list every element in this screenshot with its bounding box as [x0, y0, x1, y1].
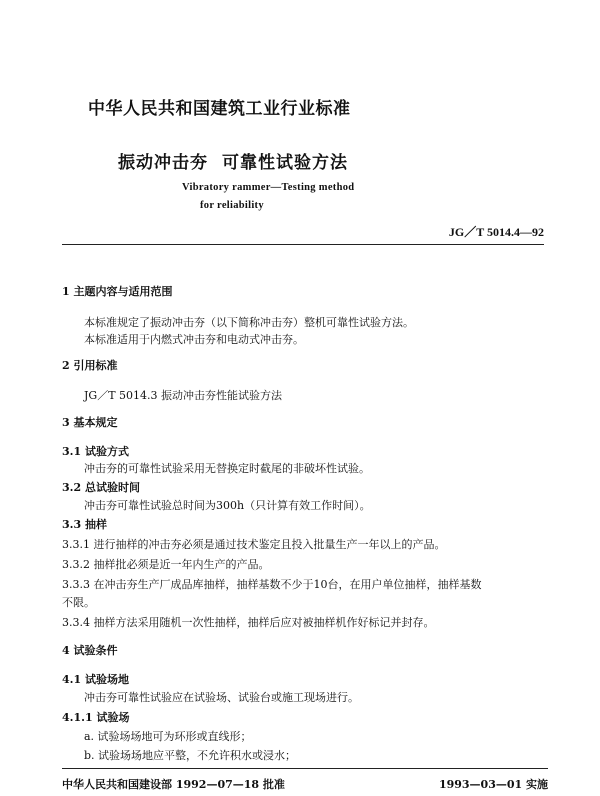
english-title-line-1: Vibratory rammer—Testing method	[182, 182, 355, 193]
clause-3-3-2: 3.3.2 抽样批必须是近一年内生产的产品。	[62, 558, 270, 571]
section-3-heading: 3 基本规定	[62, 416, 118, 429]
section-1-paragraph-1: 本标准规定了振动冲击夯（以下简称冲击夯）整机可靠性试验方法。	[84, 316, 414, 329]
approval-line: 中华人民共和国建设部 1992—07—18 批准	[62, 778, 285, 791]
clause-3-3-4: 3.3.4 抽样方法采用随机一次性抽样，抽样后应对被抽样机作好标记并封存。	[62, 616, 435, 629]
clause-3-3-1: 3.3.1 进行抽样的冲击夯必须是通过技术鉴定且投入批量生产一年以上的产品。	[62, 538, 446, 551]
list-item-a: a. 试验场场地可为环形或直线形；	[84, 730, 252, 743]
section-3-2-text: 冲击夯可靠性试验总时间为300h（只计算有效工作时间）。	[84, 499, 371, 512]
document-title	[118, 148, 348, 173]
section-4-heading: 4 试验条件	[62, 644, 118, 657]
section-4-1-1-heading: 4.1.1 试验场	[62, 711, 130, 724]
clause-3-3-3-continued: 不限。	[62, 596, 95, 609]
section-3-1-text: 冲击夯的可靠性试验采用无替换定时截尾的非破坏性试验。	[84, 462, 370, 475]
section-2-reference: JG／T 5014.3 振动冲击夯性能试验方法	[84, 389, 283, 402]
footer-divider	[62, 768, 548, 769]
header-divider	[62, 244, 544, 245]
section-3-1-heading: 3.1 试验方式	[62, 445, 129, 458]
issuer-title: 中华人民共和国建筑工业行业标准	[88, 99, 351, 119]
section-2-heading: 2 引用标准	[62, 359, 118, 372]
list-item-b: b. 试验场场地应平整，不允许积水或浸水；	[84, 749, 297, 762]
clause-3-3-3: 3.3.3 在冲击夯生产厂成品库抽样，抽样基数不少于10台，在用户单位抽样，抽样基数	[62, 578, 482, 591]
section-1-paragraph-2: 本标准适用于内燃式冲击夯和电动式冲击夯。	[84, 333, 304, 346]
section-1-heading: 1 主题内容与适用范围	[62, 285, 173, 298]
standard-number: JG／T 5014.4—92	[448, 225, 544, 239]
english-title-line-2: for reliability	[200, 200, 264, 211]
implementation-line: 1993—03—01 实施	[438, 778, 548, 791]
title-part-1: 振动冲击夯	[118, 153, 208, 173]
section-4-1-text: 冲击夯可靠性试验应在试验场、试验台或施工现场进行。	[84, 691, 359, 704]
section-4-1-heading: 4.1 试验场地	[62, 673, 129, 686]
title-part-2: 可靠性试验方法	[222, 153, 348, 173]
section-3-3-heading: 3.3 抽样	[62, 518, 107, 531]
section-3-2-heading: 3.2 总试验时间	[62, 481, 140, 494]
